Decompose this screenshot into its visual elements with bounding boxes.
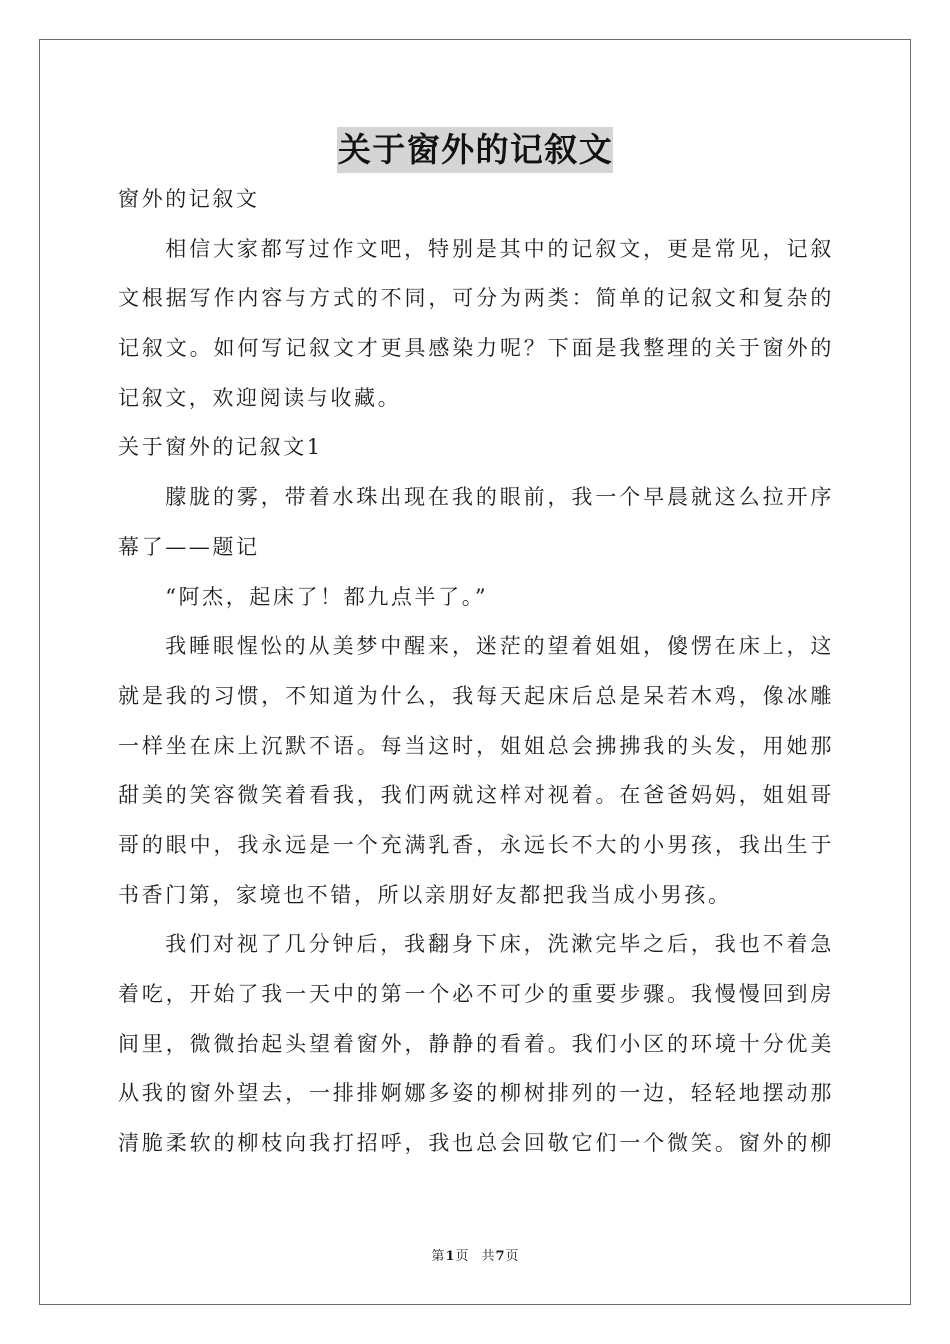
- title-block: [39, 127, 911, 173]
- paragraph-line: 就是我的习惯，不知道为什么，我每天起床后总是呆若木鸡，像冰雕: [118, 683, 834, 708]
- section-heading: 关于窗外的记叙文1: [118, 435, 323, 460]
- paragraph-line: 哥的眼中，我永远是一个充满乳香，永远长不大的小男孩，我出生于: [118, 832, 834, 857]
- footer-suffix: 页: [505, 1249, 519, 1264]
- intro-line: 记叙文。如何写记叙文才更具感染力呢？下面是我整理的关于窗外的: [118, 336, 834, 361]
- document-heading: 窗外的记叙文: [118, 187, 260, 211]
- document-title: 关于窗外的记叙文: [337, 127, 613, 173]
- page-footer: [39, 1246, 911, 1268]
- paragraph-line: 从我的窗外望去，一排排婀娜多姿的柳树排列的一边，轻轻地摆动那: [118, 1081, 834, 1106]
- footer-prefix: 第: [431, 1249, 445, 1264]
- paragraph-line: 我睡眼惺忪的从美梦中醒来，迷茫的望着姐姐，傻愣在床上，这: [165, 634, 834, 659]
- paragraph-line: 间里，微微抬起头望着窗外，静静的看着。我们小区的环境十分优美: [118, 1031, 834, 1056]
- dialogue-line: “阿杰，起床了！都九点半了。”: [165, 584, 489, 609]
- paragraph-line: 甜美的笑容微笑着看我，我们两就这样对视着。在爸爸妈妈，姐姐哥: [118, 783, 834, 808]
- paragraph-line: 书香门第，家境也不错，所以亲朋好友都把我当成小男孩。: [118, 882, 732, 907]
- paragraph-line: 我们对视了几分钟后，我翻身下床，洗漱完毕之后，我也不着急: [165, 932, 834, 957]
- intro-line: 相信大家都写过作文吧，特别是其中的记叙文，更是常见，记叙: [165, 236, 834, 261]
- paragraph-line: 一样坐在床上沉默不语。每当这时，姐姐总会拂拂我的头发，用她那: [118, 733, 834, 758]
- intro-line: 记叙文，欢迎阅读与收藏。: [118, 385, 402, 410]
- intro-line: 文根据写作内容与方式的不同，可分为两类：简单的记叙文和复杂的: [118, 286, 834, 311]
- paragraph-line: 着吃，开始了我一天中的第一个必不可少的重要步骤。我慢慢回到房: [118, 982, 834, 1006]
- paragraph-line: 清脆柔软的柳枝向我打招呼，我也总会回敬它们一个微笑。窗外的柳: [118, 1131, 834, 1156]
- epigraph-line: 幕了——题记: [118, 534, 260, 559]
- current-page-number: 1: [445, 1249, 455, 1264]
- total-page-count: 7: [495, 1249, 505, 1264]
- epigraph-line: 朦胧的雾，带着水珠出现在我的眼前，我一个早晨就这么拉开序: [165, 485, 834, 510]
- footer-middle: 页 共: [455, 1249, 495, 1264]
- document-body: [118, 175, 834, 1169]
